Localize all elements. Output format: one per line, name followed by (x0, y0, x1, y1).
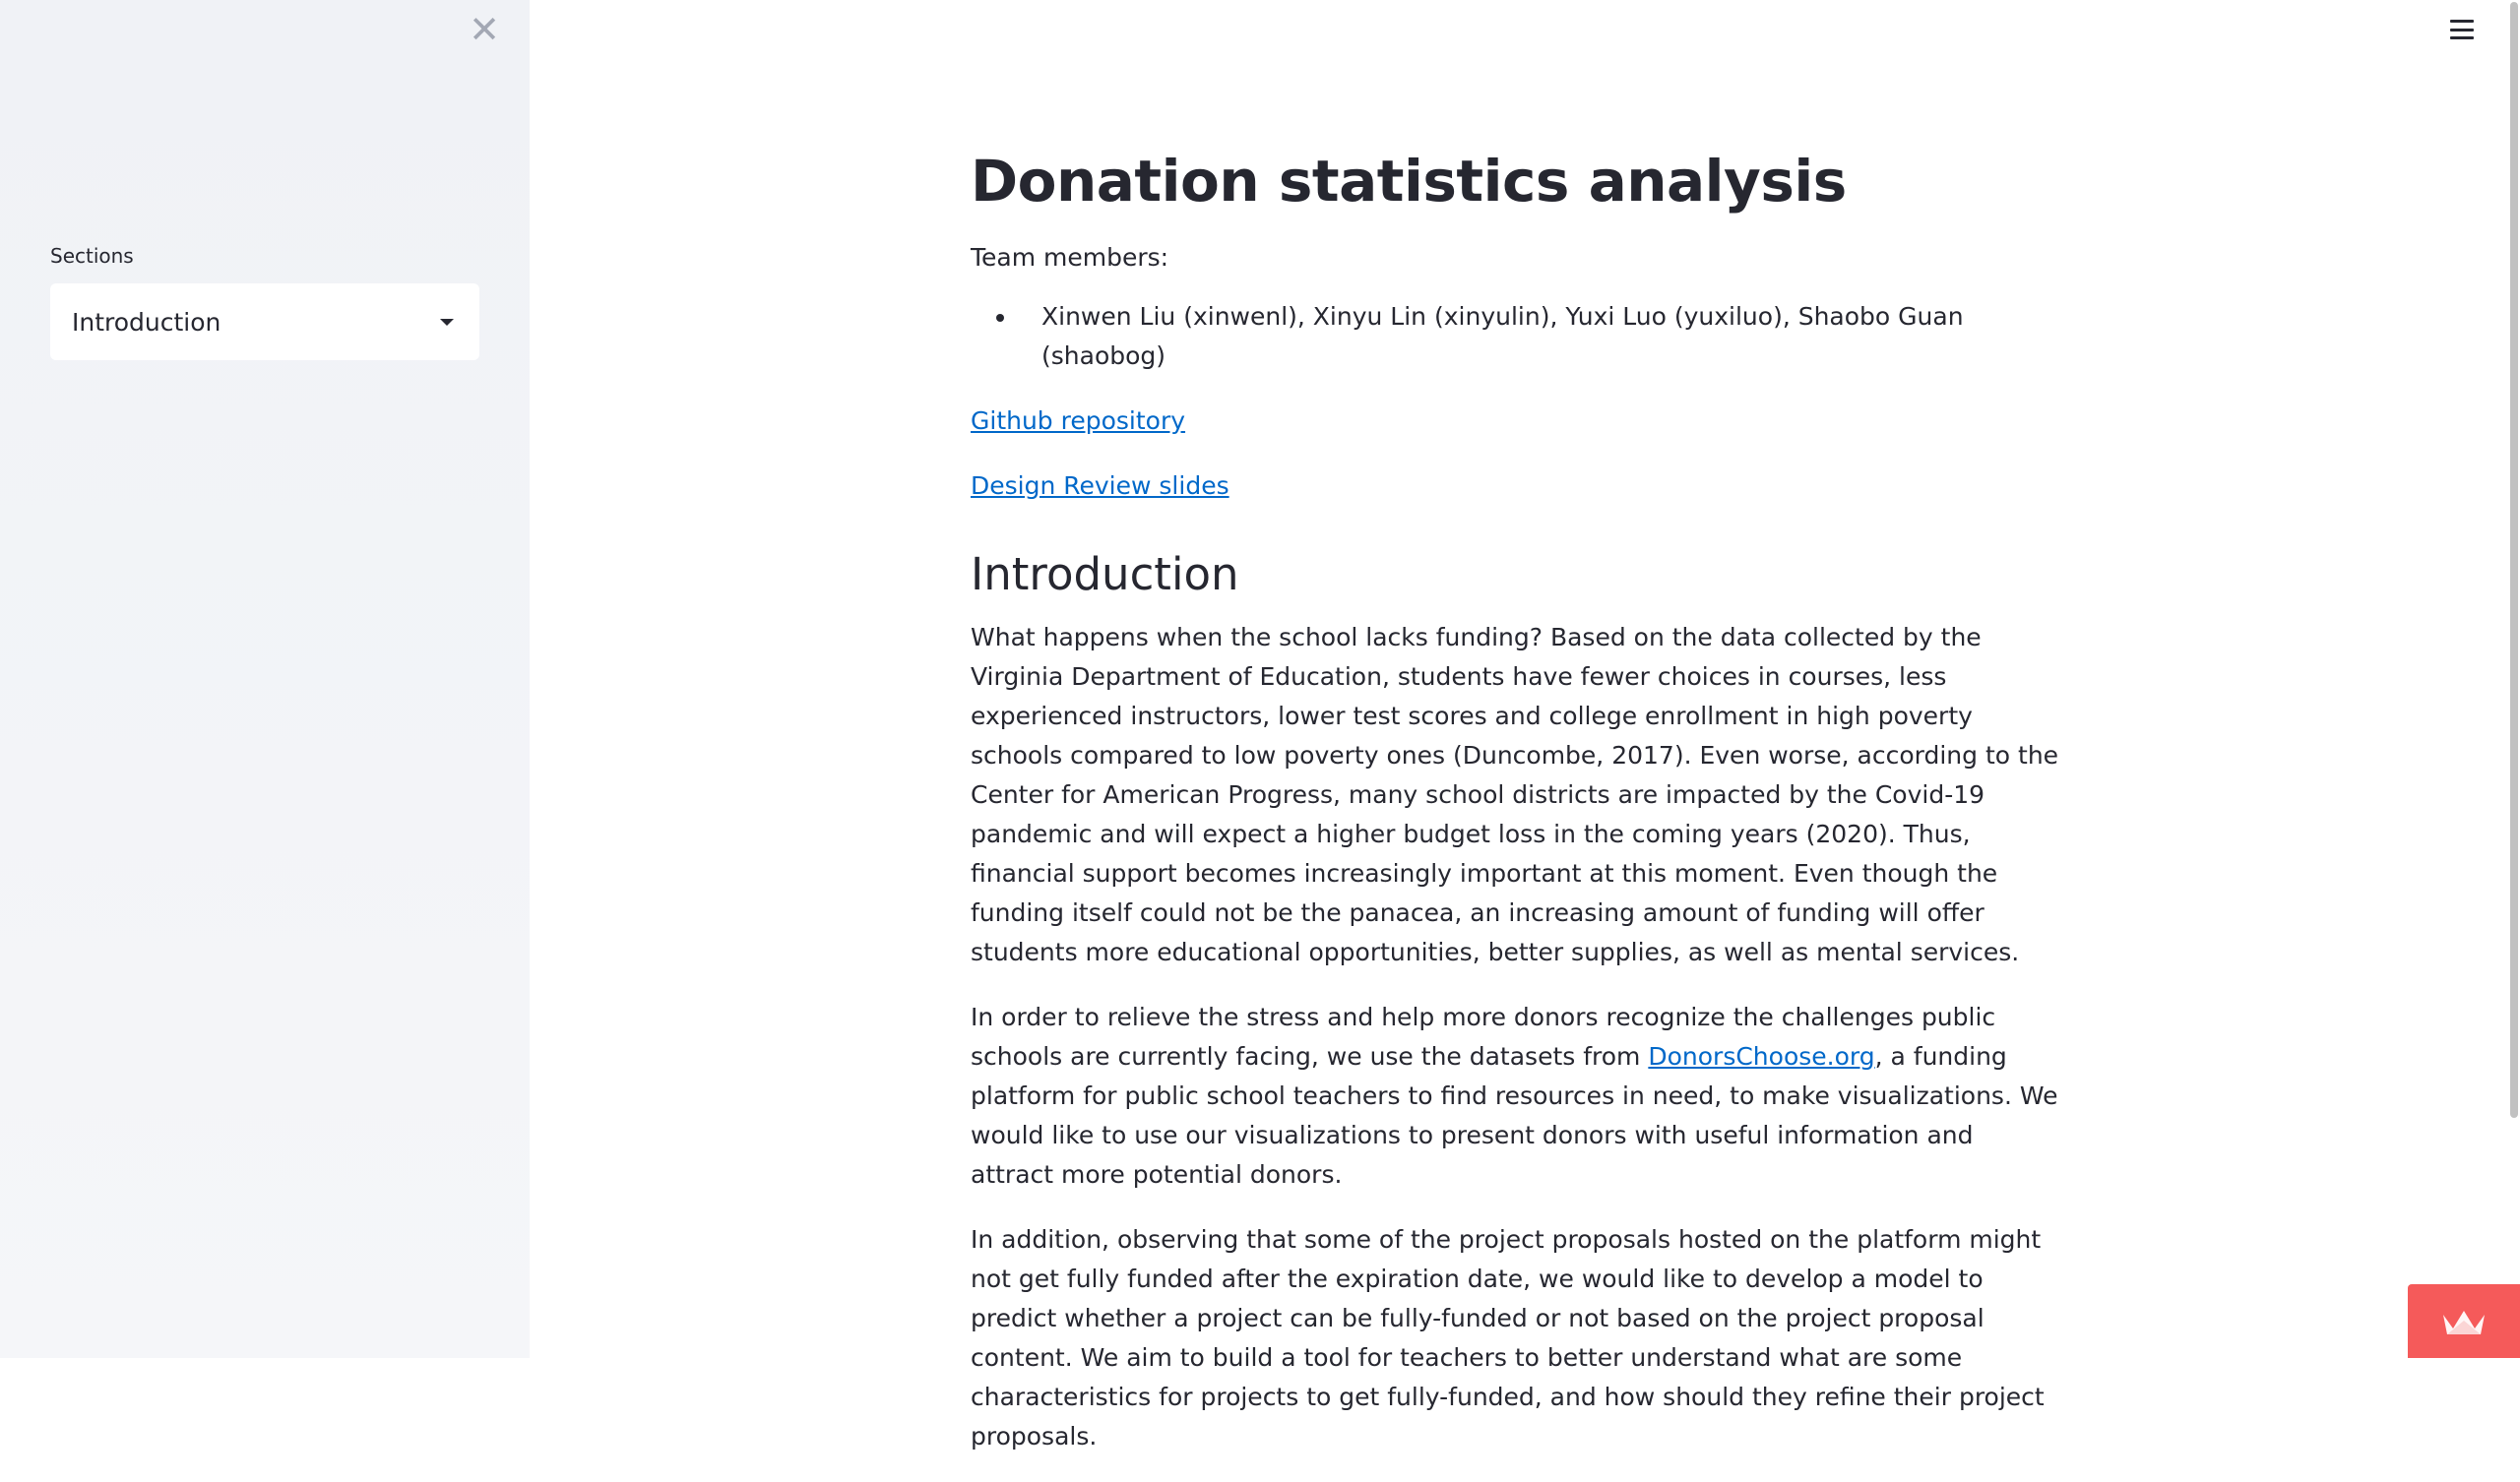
page-title: Donation statistics analysis (971, 148, 1847, 215)
hamburger-menu-icon[interactable] (2447, 18, 2477, 41)
intro-p2-before: In order to relieve the stress and help more donors recognize the challenges public schools are currently facing, we use the datasets from (971, 1003, 1996, 1071)
intro-paragraph-1: What happens when the school lacks funding? Based on the data collected by the Virginia Department of Education, students have fewer choices in courses, less experienced instructors, lower test scores and college enrollment in high poverty schools compared to low poverty ones (Duncombe, 2017). Even worse, according to the Center for American Progress, many school districts are impacted by the Covid-19 pandemic and will expect a higher budget loss in the coming years (2020). Thus, financial support becomes increasingly important at this moment. Even though the funding itself could not be the panacea, an increasing amount of funding will offer students more educational opportunities, better supplies, as well as mental services. (971, 623, 2059, 966)
github-link-paragraph (971, 401, 2063, 441)
scrollbar-thumb[interactable] (2510, 2, 2518, 1118)
intro-paragraph-2 (971, 998, 2063, 1195)
team-members-list (971, 297, 2063, 376)
caret-down-icon (440, 319, 454, 326)
streamlit-badge[interactable] (2408, 1284, 2520, 1358)
sidebar (0, 0, 530, 1358)
slides-link-paragraph (971, 466, 2063, 506)
crown-icon (2441, 1307, 2487, 1336)
intro-paragraph-3: In addition, observing that some of the project proposals hosted on the platform might not get fully funded after the expiration date, we would like to develop a model to predict whether a project can be fully-funded or not based on the project proposal content. We aim to build a tool for teachers to better understand what are some characteristics for projects to get fully-funded, and how should they refine their project proposals. (971, 1225, 2045, 1451)
team-members-item: Xinwen Liu (xinwenl), Xinyu Lin (xinyulin), Yuxi Luo (yuxiluo), Shaobo Guan (shaobog) (971, 297, 2063, 376)
sections-label: Sections (50, 244, 134, 268)
main-content (971, 138, 2063, 1482)
intro-p2-after: , a funding platform for public school teachers to find resources in need, to make visualizations. We would like to use our visualizations to present donors with useful information and attract more potential donors. (971, 1042, 2058, 1189)
introduction-heading: Introduction (971, 548, 1239, 600)
team-members-label: Team members: (971, 243, 1169, 272)
sections-select[interactable] (50, 283, 479, 360)
design-review-slides-link[interactable]: Design Review slides (971, 471, 1229, 500)
donorschoose-link[interactable]: DonorsChoose.org (1648, 1042, 1875, 1071)
close-icon[interactable]: ✕ (469, 8, 500, 51)
sections-select-value: Introduction (72, 307, 221, 337)
github-repository-link[interactable]: Github repository (971, 406, 1186, 435)
